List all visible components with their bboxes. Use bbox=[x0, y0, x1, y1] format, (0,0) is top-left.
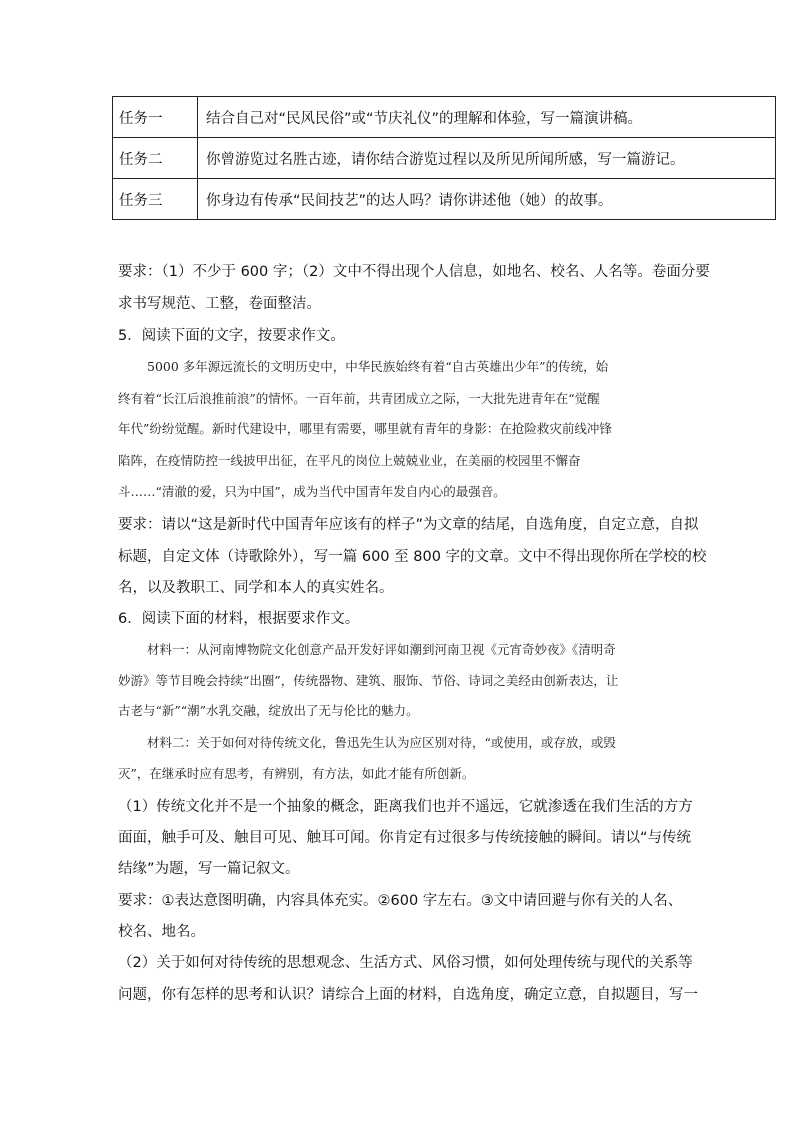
requirement-line: 名，以及教职工、同学和本人的真实姓名。 bbox=[118, 580, 394, 596]
subquestion-line: （2）关于如何对待传统的思想观念、生活方式、风俗习惯，如何处理传统与现代的关系等 bbox=[118, 955, 693, 971]
task-row bbox=[113, 138, 776, 179]
prompt-line: 陷阵，在疫情防控一线披甲出征，在平凡的岗位上兢兢业业，在美丽的校园里不懈奋 bbox=[118, 453, 581, 468]
task-row bbox=[113, 97, 776, 138]
task-row bbox=[113, 179, 776, 220]
material-line: 古老与“新”“潮”水乳交融，绽放出了无与伦比的魅力。 bbox=[118, 703, 419, 718]
prompt-line: 5000 多年源远流长的文明历史中，中华民族始终有着“自古英雄出少年”的传统，始 bbox=[147, 359, 609, 374]
subquestion-line: （1）传统文化并不是一个抽象的概念，距离我们也并不遥远，它就渗透在我们生活的方方 bbox=[118, 799, 693, 815]
prompt-line: 年代”纷纷觉醒。新时代建设中，哪里有需要，哪里就有青年的身影：在抢险救灾前线冲锋 bbox=[118, 421, 612, 436]
task-text: 结合自己对“民风民俗”或“节庆礼仪”的理解和体验，写一篇演讲稿。 bbox=[198, 97, 776, 138]
requirement-line: 要求：①表达意图明确，内容具体充实。②600 字左右。③文中请回避与你有关的人名、 bbox=[118, 893, 683, 909]
requirement-line: 要求：（1）不少于 600 字；（2）文中不得出现个人信息，如地名、校名、人名等。卷面分要 bbox=[118, 264, 710, 280]
task-text: 你身边有传承“民间技艺”的达人吗？请你讲述他（她）的故事。 bbox=[198, 179, 776, 220]
task-label: 任务三 bbox=[113, 179, 198, 220]
material-line: 灭”，在继承时应有思考，有辨别，有方法，如此才能有所创新。 bbox=[118, 766, 475, 781]
task-text: 你曾游览过名胜古迹，请你结合游览过程以及所见所闻所感，写一篇游记。 bbox=[198, 138, 776, 179]
task-table bbox=[112, 96, 776, 220]
subquestion-line: 结缘”为题，写一篇记叙文。 bbox=[118, 861, 300, 877]
task-label: 任务一 bbox=[113, 97, 198, 138]
requirement-line: 要求：请以“这是新时代中国青年应该有的样子”为文章的结尾，自选角度，自定立意，自拟 bbox=[118, 517, 699, 533]
material-line: 材料一：从河南博物院文化创意产品开发好评如潮到河南卫视《元宵奇妙夜》《清明奇 bbox=[147, 642, 616, 657]
subquestion-line: 面面，触手可及、触目可见、触耳可闻。你肯定有过很多与传统接触的瞬间。请以“与传统 bbox=[118, 830, 692, 846]
requirement-line: 标题，自定文体（诗歌除外），写一篇 600 至 800 字的文章。文中不得出现你所在学校的校 bbox=[118, 549, 707, 565]
question-heading: 6．阅读下面的材料，根据要求作文。 bbox=[118, 611, 360, 627]
requirement-line: 求书写规范、工整，卷面整洁。 bbox=[118, 296, 321, 312]
prompt-line: 终有着“长江后浪推前浪”的情怀。一百年前，共青团成立之际，一大批先进青年在“觉醒 bbox=[118, 391, 600, 406]
question-heading: 5．阅读下面的文字，按要求作文。 bbox=[118, 328, 345, 344]
task-label: 任务二 bbox=[113, 138, 198, 179]
material-line: 妙游》等节目晚会持续“出圈”，传统器物、建筑、服饰、节俗、诗词之美经由创新表达，让 bbox=[118, 673, 619, 688]
requirement-line: 校名、地名。 bbox=[118, 924, 205, 940]
prompt-line: 斗……“清澈的爱，只为中国”，成为当代中国青年发自内心的最强音。 bbox=[118, 484, 506, 499]
material-line: 材料二：关于如何对待传统文化，鲁迅先生认为应区别对待，“或使用，或存放，或毁 bbox=[147, 735, 616, 750]
subquestion-line: 问题，你有怎样的思考和认识？请综合上面的材料，自选角度，确定立意，自拟题目，写一 bbox=[118, 987, 698, 1003]
